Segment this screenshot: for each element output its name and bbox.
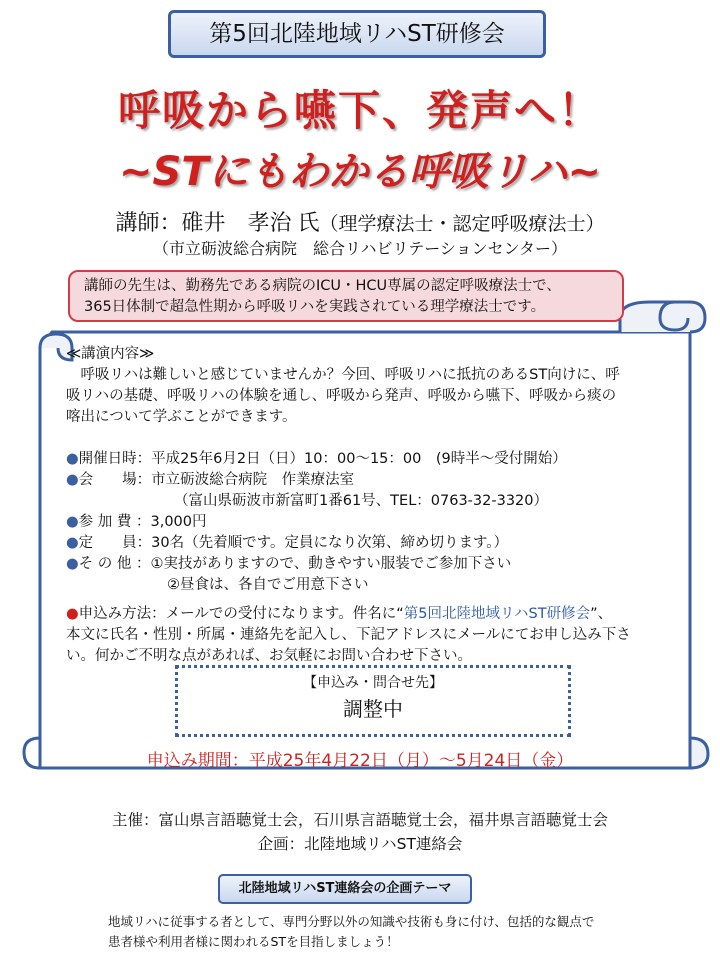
desc-line: 呼吸リハは難しいと感じていませんか？今回、呼吸リハに抵抗のあるST向けに、呼 bbox=[66, 367, 620, 383]
intro-line: 365日体制で超急性期から呼吸リハを実践されている理学療法士です。 bbox=[84, 299, 546, 315]
lecture-details bbox=[66, 344, 691, 667]
bullet-icon: ● bbox=[66, 556, 79, 572]
desc-line: 喀出について学ぶことができます。 bbox=[66, 409, 297, 425]
theme-line: 地域リハに従事する者として、専門分野以外の知識や技術も身に付け、包括的な観点で bbox=[108, 914, 595, 929]
application-period: 申込み期間：平成25年4月22日（月）〜5月24日（金） bbox=[146, 751, 574, 771]
section-heading: ≪講演内容≫ bbox=[66, 346, 155, 362]
venue-label: 会 場： bbox=[78, 472, 152, 488]
lecturer-quals: （理学療法士・認定呼吸療法士） bbox=[319, 213, 605, 235]
bullet-icon: ● bbox=[66, 514, 79, 530]
bullet-icon: ● bbox=[66, 472, 79, 488]
apply-subject: 第5回北陸地域リハST研修会 bbox=[403, 606, 591, 622]
other-row bbox=[66, 554, 691, 575]
lecturer-name: 碓井 孝治 bbox=[181, 211, 292, 236]
fee-label: 参 加 費 ： bbox=[78, 514, 151, 530]
intro-line: 講師の先生は、勤務先である病院のICU・HCU専属の認定呼吸療法士で、 bbox=[84, 278, 561, 294]
event-banner bbox=[168, 10, 546, 58]
desc-line: 吸リハの基礎、呼吸リハの体験を通し、呼吸から発声、呼吸から嚥下、呼吸から痰の bbox=[66, 388, 617, 404]
apply-line: 本文に氏名・性別・所属・連絡先を記入し、下記アドレスにメールにてお申し込み下さ bbox=[66, 627, 631, 643]
bullet-icon: ● bbox=[66, 451, 79, 467]
apply-row bbox=[66, 604, 691, 625]
other-note-1: ①実技がありますので、動きやすい服装でご参加下さい bbox=[150, 556, 512, 572]
contact-box bbox=[175, 665, 571, 737]
apply-text: メールでの受付になります。件名に“ bbox=[165, 606, 404, 622]
sub-title: ~STにもわかる呼吸リハ~ bbox=[119, 149, 601, 195]
capacity-row bbox=[66, 533, 691, 554]
other-note-2: ②昼食は、各自でご用意下さい bbox=[167, 577, 369, 593]
date-value: 平成25年6月2日（日）10：00〜15：00 (9時半〜受付開始） bbox=[151, 451, 567, 467]
other-label: そ の 他 ： bbox=[78, 556, 151, 572]
lecturer-honorific: 氏 bbox=[297, 211, 320, 236]
apply-line: い。何かご不明な点があれば、お気軽にお問い合わせ下さい。 bbox=[66, 648, 472, 664]
venue-address: （富山県砺波市新富町1番61号、TEL：0763-32-3320） bbox=[174, 493, 548, 509]
bullet-icon: ● bbox=[66, 606, 79, 622]
date-row bbox=[66, 449, 691, 470]
lecturer-label: 講師： bbox=[115, 211, 182, 236]
contact-label: 【申込み・問合せ先】 bbox=[303, 675, 443, 691]
date-label: 開催日時： bbox=[78, 451, 152, 467]
fee-row bbox=[66, 512, 691, 533]
fee-value: 3,000円 bbox=[150, 514, 207, 530]
contact-value: 調整中 bbox=[343, 697, 403, 721]
planning-organization: 企画：北陸地域リハST連絡会 bbox=[257, 835, 463, 853]
apply-text: ”、 bbox=[590, 606, 613, 622]
capacity-value: 30名（先着順です。定員になり次第、締め切ります。） bbox=[151, 535, 509, 551]
intro-box bbox=[68, 270, 624, 322]
venue-row bbox=[66, 470, 691, 491]
lecturer-line bbox=[0, 206, 720, 237]
theme-badge-label: 北陸地域リハST連絡会の企画テーマ bbox=[238, 881, 452, 896]
host-organizations: 主催：富山県言語聴覚士会，石川県言語聴覚士会，福井県言語聴覚士会 bbox=[111, 811, 608, 829]
venue-value: 市立砺波総合病院 作業療法室 bbox=[151, 472, 355, 488]
bullet-icon: ● bbox=[66, 535, 79, 551]
main-title: 呼吸から嚥下、発声へ！ bbox=[117, 86, 602, 135]
lecturer-affiliation: （市立砺波総合病院 総合リハビリテーションセンター） bbox=[153, 239, 567, 258]
capacity-label: 定 員： bbox=[78, 535, 152, 551]
event-title: 第5回北陸地域リハST研修会 bbox=[209, 21, 505, 47]
theme-badge bbox=[218, 874, 472, 904]
theme-line: 患者様や利用者様に関われるSTを目指しましょう！ bbox=[108, 934, 399, 949]
apply-label: 申込み方法： bbox=[78, 606, 166, 622]
theme-text bbox=[108, 912, 668, 952]
